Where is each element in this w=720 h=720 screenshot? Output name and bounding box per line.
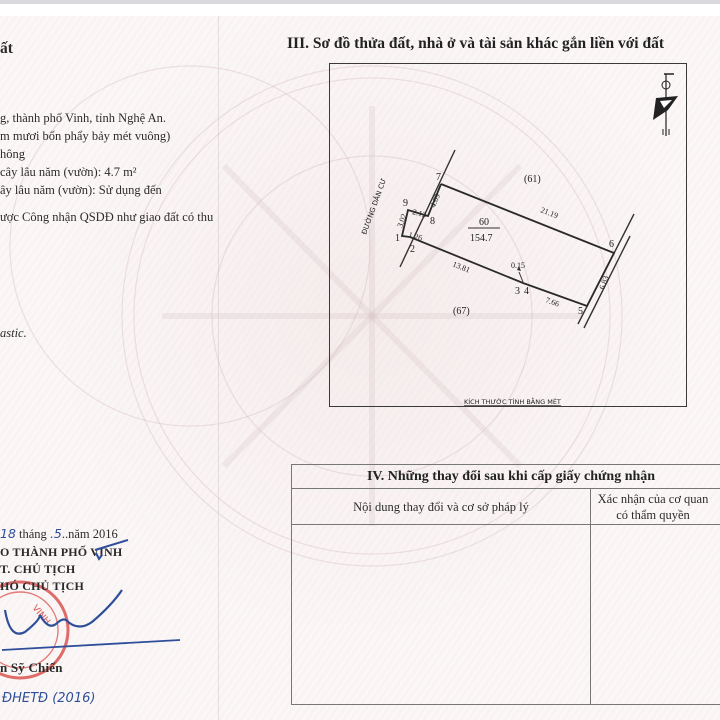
garden-area-line: cây lâu năm (vườn): 4.7 m² bbox=[0, 165, 137, 179]
svg-text:3.02: 3.02 bbox=[395, 212, 409, 229]
svg-text:13.81: 13.81 bbox=[451, 259, 472, 275]
signer-role-2: HÓ CHỦ TỊCH bbox=[0, 579, 84, 593]
column-header-change-content: Nội dung thay đổi và cơ sở pháp lý bbox=[292, 489, 590, 525]
usage-term-line: ây lâu năm (vườn): Sử dụng đến bbox=[0, 183, 162, 197]
signer-role-1: T. CHỦ TỊCH bbox=[0, 562, 76, 576]
svg-text:9: 9 bbox=[403, 198, 408, 209]
plastic-note: astic. bbox=[0, 326, 27, 340]
svg-text:6: 6 bbox=[609, 239, 614, 250]
svg-text:1: 1 bbox=[395, 233, 400, 244]
svg-text:60: 60 bbox=[479, 217, 489, 228]
svg-text:(67): (67) bbox=[453, 306, 470, 317]
column-header-authority-line-1: Xác nhận của cơ quan bbox=[597, 492, 709, 506]
svg-text:1.26: 1.26 bbox=[407, 230, 424, 243]
north-arrow-icon bbox=[653, 74, 678, 136]
svg-text:2: 2 bbox=[410, 244, 415, 255]
svg-text:3: 3 bbox=[515, 286, 520, 297]
svg-text:21.19: 21.19 bbox=[539, 205, 560, 221]
section-iii-title: III. Sơ đồ thửa đất, nhà ở và tài sản khác gắn liền với đất bbox=[287, 35, 665, 52]
svg-text:VINH: VINH bbox=[29, 603, 52, 628]
svg-text:7: 7 bbox=[436, 172, 441, 183]
handwritten-note: ĐHETĐ (2016) bbox=[2, 691, 96, 706]
date-month-label: tháng bbox=[19, 527, 47, 541]
left-section-title-fragment: ất bbox=[0, 40, 13, 57]
svg-text:5: 5 bbox=[578, 306, 583, 317]
date-day-handwritten: 18 bbox=[0, 526, 16, 541]
svg-text:2.13: 2.13 bbox=[411, 207, 428, 220]
svg-text:4: 4 bbox=[524, 286, 529, 297]
column-header-authority-confirmation bbox=[590, 489, 720, 525]
svg-text:8: 8 bbox=[430, 216, 435, 227]
signer-name: n Sỹ Chiến bbox=[0, 660, 63, 675]
authority-confirmation-cell bbox=[590, 525, 720, 704]
svg-text:4.09: 4.09 bbox=[428, 192, 443, 209]
column-header-authority-line-2: có thẩm quyền bbox=[616, 508, 690, 522]
svg-text:154.7: 154.7 bbox=[470, 233, 493, 244]
date-line: 18 tháng .5..năm 2016 bbox=[0, 526, 118, 541]
issuing-org: O THÀNH PHỐ VINH bbox=[0, 545, 123, 559]
area-in-words-line: m mươi bốn phẩy bảy mét vuông) bbox=[0, 129, 171, 143]
date-year-label: năm 2016 bbox=[68, 527, 118, 541]
svg-text:6.83: 6.83 bbox=[597, 274, 611, 291]
svg-text:0.15: 0.15 bbox=[511, 261, 525, 270]
date-month-handwritten: 5 bbox=[53, 526, 62, 541]
changes-table bbox=[291, 464, 720, 705]
svg-text:ĐƯỜNG DÂN CƯ: ĐƯỜNG DÂN CƯ bbox=[360, 177, 389, 236]
ownership-line: hông bbox=[0, 147, 25, 161]
svg-text:(61): (61) bbox=[524, 174, 541, 185]
section-iv-title: IV. Những thay đổi sau khi cấp giấy chứng nhận bbox=[292, 465, 720, 489]
change-content-cell bbox=[292, 525, 590, 704]
svg-text:KÍCH THƯỚC TÍNH BẰNG MÉT: KÍCH THƯỚC TÍNH BẰNG MÉT bbox=[464, 398, 561, 406]
svg-text:7.66: 7.66 bbox=[544, 295, 561, 309]
address-line: g, thành phố Vinh, tỉnh Nghệ An. bbox=[0, 111, 167, 125]
origin-line: ược Công nhận QSDĐ như giao đất có thu bbox=[0, 210, 214, 224]
